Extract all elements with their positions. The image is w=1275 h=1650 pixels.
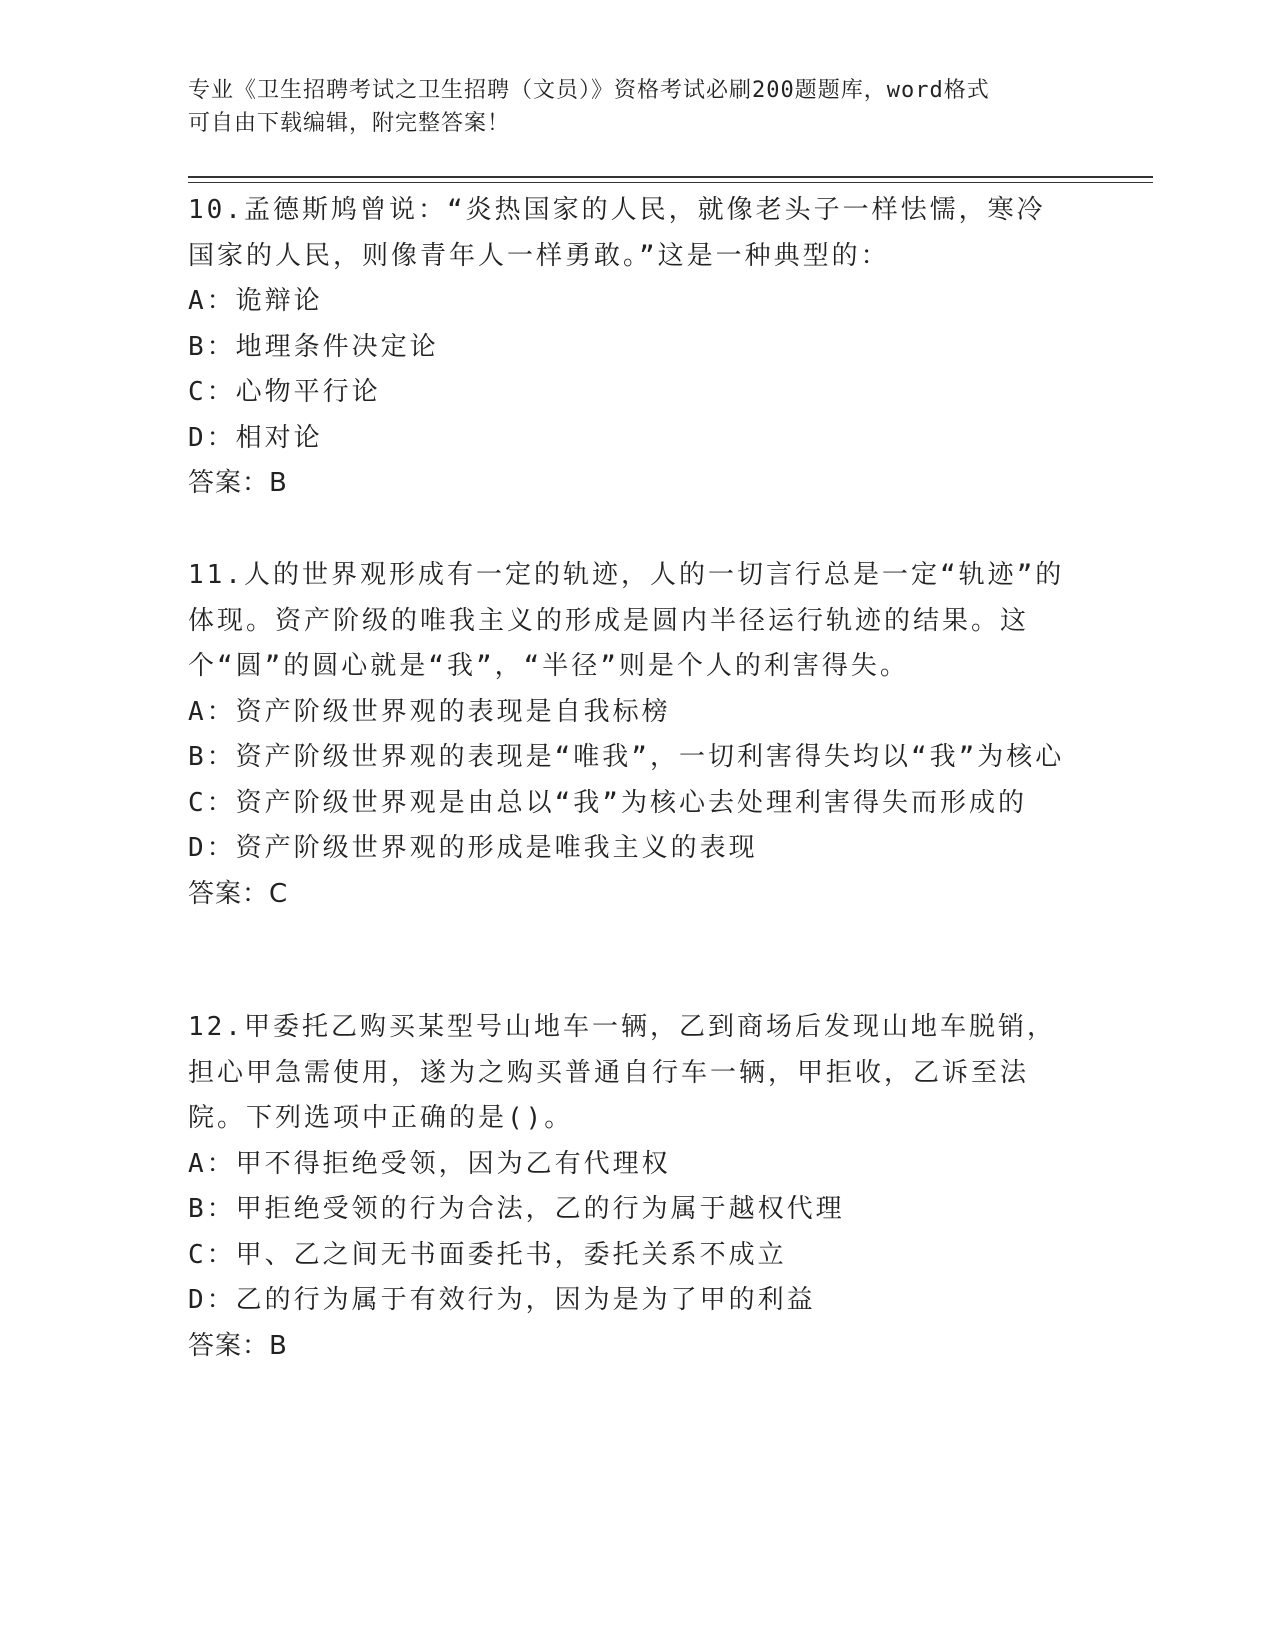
answer-line: 答案：C [188, 878, 289, 909]
question-stem: 10.孟德斯鸠曾说：“炎热国家的人民，就像老头子一样怯懦，寒冷国家的人民，则像青年人一样勇敢。”这是一种典型的： [188, 195, 1046, 271]
answer-line: 答案：B [188, 468, 288, 498]
header-line-2: 可自由下载编辑，附完整答案！ [188, 111, 511, 136]
question-stem: 11.人的世界观形成有一定的轨迹，人的一切言行总是一定“轨迹”的体现。资产阶级的唯我主义的形成是圆内半径运行轨迹的结果。这个“圆”的圆心就是“我”，“半径”则是个人的利害得失。 [188, 560, 1065, 681]
answer-line: 答案：B [188, 1330, 288, 1361]
header-line-1: 专业《卫生招聘考试之卫生招聘（文员）》资格考试必刷200题题库，word格式 [188, 78, 990, 103]
option-d: D：相对论 [188, 422, 323, 453]
option-d: D：资产阶级世界观的形成是唯我主义的表现 [188, 833, 758, 863]
question-10 [188, 188, 1068, 507]
option-d: D：乙的行为属于有效行为，因为是为了甲的利益 [188, 1285, 816, 1315]
option-a: A：甲不得拒绝受领，因为乙有代理权 [188, 1148, 671, 1179]
header-divider-thin [188, 182, 1153, 183]
option-b: B：资产阶级世界观的表现是“唯我”，一切利害得失均以“我”为核心 [188, 742, 1065, 772]
option-a: A：资产阶级世界观的表现是自我标榜 [188, 696, 671, 727]
option-c: C：心物平行论 [188, 377, 381, 407]
option-c: C：资产阶级世界观是由总以“我”为核心去处理利害得失而形成的 [188, 787, 1027, 818]
document-header [188, 74, 1068, 140]
option-c: C：甲、乙之间无书面委托书，委托关系不成立 [188, 1239, 787, 1270]
question-11 [188, 553, 1068, 917]
header-divider-thick [188, 176, 1153, 178]
option-a: A：诡辩论 [188, 286, 323, 316]
question-12 [188, 1005, 1068, 1369]
option-b: B：甲拒绝受领的行为合法，乙的行为属于越权代理 [188, 1194, 845, 1224]
question-stem: 12.甲委托乙购买某型号山地车一辆，乙到商场后发现山地车脱销，担心甲急需使用，遂为之购买普通自行车一辆，甲拒收，乙诉至法院。下列选项中正确的是()。 [188, 1012, 1056, 1133]
option-b: B：地理条件决定论 [188, 331, 439, 362]
